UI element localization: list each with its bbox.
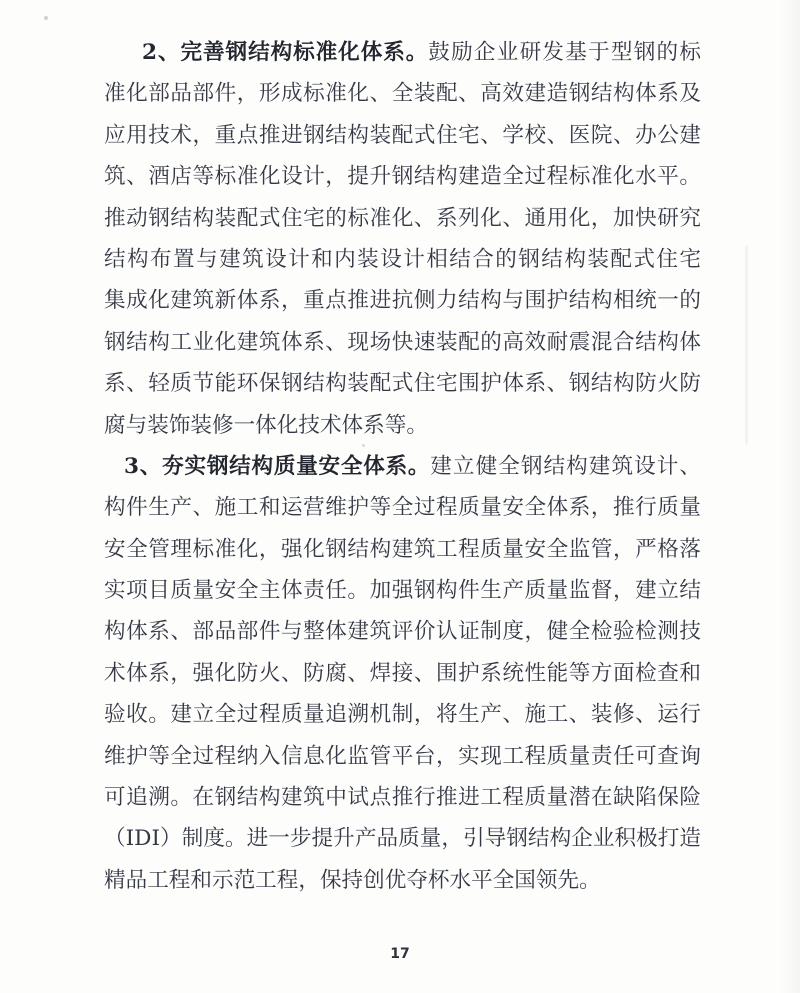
text-line: 腐与装饰装修一体化技术体系等。: [104, 412, 428, 438]
text-line: 准化部品部件，形成标准化、全装配、高效建造钢结构体系及: [104, 81, 701, 107]
text-line: 应用技术，重点推进钢结构装配式住宅、学校、医院、办公建: [104, 122, 701, 148]
paragraph: [104, 32, 701, 446]
text-line: 集成化建筑新体系，重点推进抗侧力结构与围护结构相统一的: [104, 288, 701, 314]
text-line: 结构布置与建筑设计和内装设计相结合的钢结构装配式住宅: [104, 246, 701, 272]
paragraph-text: 建立健全钢结构建筑设计、: [430, 453, 701, 479]
text-line: [104, 32, 701, 73]
text-line: 验收。建立全过程质量追溯机制，将生产、施工、装修、运行: [104, 702, 701, 728]
paragraph-heading: 3、夯实钢结构质量安全体系。: [124, 453, 431, 479]
scan-edge-shadow: [780, 0, 800, 993]
paragraph: [104, 446, 701, 901]
text-line: 安全管理标准化，强化钢结构建筑工程质量安全监管，严格落: [104, 536, 701, 562]
page-number: 17: [390, 946, 410, 962]
text-line: 构体系、部品部件与整体建筑评价认证制度，健全检验检测技: [104, 619, 701, 645]
scan-speck-artifact: [44, 16, 48, 20]
text-line: 实项目质量安全主体责任。加强钢构件生产质量监督，建立结: [104, 578, 701, 604]
text-line: 推动钢结构装配式住宅的标准化、系列化、通用化，加快研究: [104, 205, 701, 231]
text-line: 精品工程和示范工程，保持创优夺杯水平全国领先。: [104, 867, 601, 893]
text-line: 维护等全过程纳入信息化监管平台，实现工程质量责任可查询: [104, 743, 701, 769]
text-line: 构件生产、施工和运营维护等全过程质量安全体系，推行质量: [104, 495, 701, 521]
text-line: 筑、酒店等标准化设计，提升钢结构建造全过程标准化水平。: [104, 164, 701, 190]
text-line: 系、轻质节能环保钢结构装配式住宅围护体系、钢结构防火防: [104, 371, 701, 397]
text-line: [104, 446, 701, 487]
paragraph-heading: 2、完善钢结构标准化体系。: [142, 40, 429, 65]
text-line: 术体系，强化防火、防腐、焊接、围护系统性能等方面检查和: [104, 660, 701, 686]
text-line: 可追溯。在钢结构建筑中试点推行推进工程质量潜在缺陷保险: [104, 785, 701, 811]
text-line: （IDI）制度。进一步提升产品质量，引导钢结构企业积极打造: [104, 826, 701, 852]
paragraph-text: 鼓励企业研发基于型钢的标: [428, 40, 701, 65]
scan-streak-artifact: [745, 245, 748, 445]
document-body: [104, 32, 701, 901]
text-line: 钢结构工业化建筑体系、现场快速装配的高效耐震混合结构体: [104, 329, 701, 355]
